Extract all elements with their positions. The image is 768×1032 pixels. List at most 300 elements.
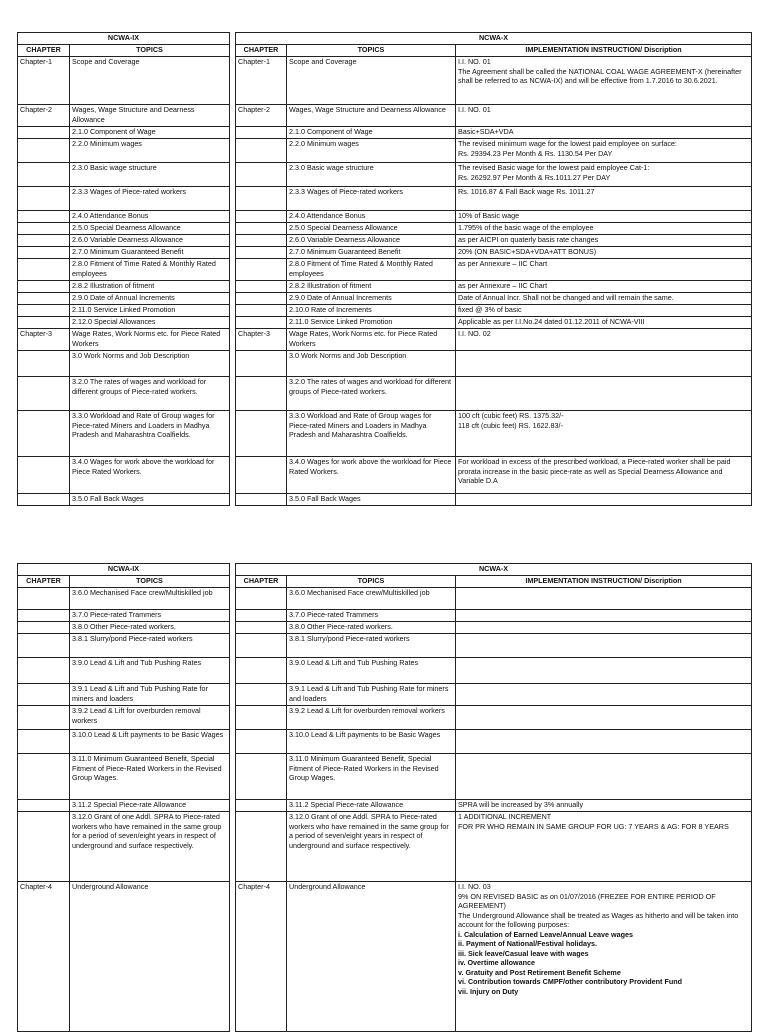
instruction-cell xyxy=(456,223,752,235)
topic-text-left: 3.8.1 Slurry/pond Piece-rated workers xyxy=(72,634,193,643)
table-row xyxy=(18,235,752,247)
topic-cell-right xyxy=(287,223,456,235)
topic-text-right: 3.8.0 Other Piece-rated workers. xyxy=(289,622,393,631)
chapter-cell-right xyxy=(236,127,287,139)
topic-cell-right xyxy=(287,351,456,377)
topic-cell-left xyxy=(70,411,230,457)
topic-cell-left xyxy=(70,247,230,259)
group-label-right: NCWA-X xyxy=(236,564,752,576)
topic-cell-right xyxy=(287,610,456,622)
topic-cell-right xyxy=(287,163,456,187)
chapter-cell-right xyxy=(236,754,287,800)
topic-cell-left xyxy=(70,259,230,281)
topic-text-right: Wage Rates, Work Norms etc. for Piece Rated Workers xyxy=(289,329,438,348)
topic-text-right: 3.9.2 Lead & Lift for overburden removal workers xyxy=(289,706,445,715)
topic-cell-right xyxy=(287,634,456,658)
topic-text-left: 2.8.0 Fitment of Time Rated & Monthly Rated employees xyxy=(72,259,216,278)
instruction-cell xyxy=(456,235,752,247)
topic-text-left: 3.2.0 The rates of wages and workload for different groups of Piece-rated workers. xyxy=(72,377,207,396)
topic-cell-left xyxy=(70,754,230,800)
instruction-cell xyxy=(456,706,752,730)
chapter-text-left: Chapter-3 xyxy=(20,329,52,338)
topic-text-left: 3.9.1 Lead & Lift and Tub Pushing Rate for miners and loaders xyxy=(72,684,208,703)
instruction-text: as per AICPI on quaterly basis rate changes xyxy=(458,235,599,244)
instruction-cell xyxy=(456,411,752,457)
instruction-cell xyxy=(456,800,752,812)
topic-cell-left xyxy=(70,351,230,377)
header-topics-left: TOPICS xyxy=(70,45,230,57)
topic-text-right: 2.3.3 Wages of Piece-rated workers xyxy=(289,187,403,196)
chapter-cell-left xyxy=(18,247,70,259)
table-row xyxy=(18,730,752,754)
topic-text-right: 2.9.0 Date of Annual Increments xyxy=(289,293,392,302)
instruction-text: Date of Annual Incr. Shall not be changed and will remain the same. xyxy=(458,293,674,302)
topic-cell-left xyxy=(70,730,230,754)
table-row xyxy=(18,351,752,377)
topic-text-right: 2.3.0 Basic wage structure xyxy=(289,163,374,172)
topic-cell-left xyxy=(70,317,230,329)
topic-cell-left xyxy=(70,622,230,634)
chapter-cell-left xyxy=(18,163,70,187)
chapter-cell-right xyxy=(236,317,287,329)
topic-text-right: Underground Allowance xyxy=(289,882,366,891)
chapter-text-left: Chapter-4 xyxy=(20,882,52,891)
topic-cell-right xyxy=(287,800,456,812)
chapter-cell-left xyxy=(18,634,70,658)
header-topics-right: TOPICS xyxy=(287,576,456,588)
topic-text-left: 3.11.0 Minimum Guaranteed Benefit, Special Fitment of Piece-Rated Workers in the Revised Group Wages. xyxy=(72,754,222,782)
table-row xyxy=(18,622,752,634)
topic-cell-right xyxy=(287,247,456,259)
group-label-right: NCWA-X xyxy=(236,33,752,45)
column-header-row xyxy=(18,576,752,588)
table-row xyxy=(18,658,752,684)
chapter-cell-left xyxy=(18,329,70,351)
topic-text-left: 3.5.0 Fall Back Wages xyxy=(72,494,144,503)
instruction-text: For workload in excess of the prescribed workload, a Piece-rated worker shall be paid prorata increase in the basic piece-rate as well as Special Dearness Allowance and Variable D.A xyxy=(458,457,731,485)
topic-cell-right xyxy=(287,684,456,706)
topic-text-left: 2.3.0 Basic wage structure xyxy=(72,163,157,172)
topic-cell-right xyxy=(287,754,456,800)
chapter-cell-right xyxy=(236,457,287,494)
topic-text-left: 3.7.0 Piece-rated Trammers xyxy=(72,610,162,619)
header-instruction: IMPLEMENTATION INSTRUCTION/ Discription xyxy=(456,576,752,588)
chapter-cell-left xyxy=(18,305,70,317)
header-chapter-right: CHAPTER xyxy=(236,576,287,588)
topic-text-right: Scope and Coverage xyxy=(289,57,357,66)
topic-text-left: Scope and Coverage xyxy=(72,57,140,66)
topic-text-right: 3.9.0 Lead & Lift and Tub Pushing Rates xyxy=(289,658,419,667)
topic-text-right: 2.6.0 Variable Dearness Allowance xyxy=(289,235,400,244)
chapter-cell-left xyxy=(18,812,70,882)
instruction-text: Rs. 1016.87 & Fall Back wage Rs. 1011.27 xyxy=(458,187,595,196)
topic-cell-left xyxy=(70,223,230,235)
table-row xyxy=(18,812,752,882)
wage-comparison-table-1 xyxy=(17,32,752,506)
instruction-cell xyxy=(456,127,752,139)
chapter-cell-left xyxy=(18,706,70,730)
instruction-text: I.I. NO. 03 9% ON REVISED BASIC as on 01/07/2016 (FREZEE FOR ENTIRE PERIOD OF AGREEMENT) The Underground Allowance shall be treated as Wages as hitherto and will be taken into account for the following purposes: xyxy=(458,882,739,929)
topic-cell-left xyxy=(70,281,230,293)
table-row xyxy=(18,457,752,494)
instruction-cell xyxy=(456,494,752,506)
instruction-cell xyxy=(456,812,752,882)
chapter-cell-right xyxy=(236,610,287,622)
chapter-cell-right xyxy=(236,139,287,163)
topic-cell-left xyxy=(70,706,230,730)
instruction-cell xyxy=(456,305,752,317)
instruction-cell xyxy=(456,317,752,329)
group-header-row xyxy=(18,564,752,576)
topic-text-left: 2.4.0 Attendance Bonus xyxy=(72,211,149,220)
topic-text-right: 3.4.0 Wages for work above the workload for Piece Rated Workers. xyxy=(289,457,452,476)
topic-cell-right xyxy=(287,259,456,281)
topic-cell-left xyxy=(70,882,230,1032)
table-row xyxy=(18,223,752,235)
chapter-cell-right xyxy=(236,247,287,259)
instruction-text: I.I. NO. 02 xyxy=(458,329,491,338)
topic-cell-right xyxy=(287,329,456,351)
topic-text-left: 3.12.0 Grant of one Addl. SPRA to Piece-rated workers who have remained in the same group for a period of seven/eight years in respect of underground and surface respectively. xyxy=(72,812,222,850)
chapter-cell-left xyxy=(18,457,70,494)
topic-text-left: 3.9.2 Lead & Lift for overburden removal workers xyxy=(72,706,201,725)
group-header-row xyxy=(18,33,752,45)
topic-text-left: 2.6.0 Variable Dearness Allowance xyxy=(72,235,183,244)
instruction-cell xyxy=(456,377,752,411)
topic-cell-left xyxy=(70,163,230,187)
topic-text-left: 3.8.0 Other Piece-rated workers. xyxy=(72,622,176,631)
chapter-cell-right xyxy=(236,658,287,684)
table-body xyxy=(18,33,752,506)
topic-cell-left xyxy=(70,57,230,105)
topic-cell-left xyxy=(70,105,230,127)
chapter-cell-left xyxy=(18,259,70,281)
table-row xyxy=(18,329,752,351)
topic-cell-left xyxy=(70,187,230,211)
instruction-text: 1.795% of the basic wage of the employee xyxy=(458,223,594,232)
table-body xyxy=(18,564,752,1032)
chapter-cell-right xyxy=(236,730,287,754)
topic-text-right: 2.4.0 Attendance Bonus xyxy=(289,211,366,220)
topic-cell-right xyxy=(287,211,456,223)
chapter-cell-left xyxy=(18,235,70,247)
instruction-text: Applicable as per I.I.No.24 dated 01.12.2011 of NCWA-VIII xyxy=(458,317,645,326)
chapter-cell-right xyxy=(236,211,287,223)
table-row xyxy=(18,305,752,317)
instruction-cell xyxy=(456,187,752,211)
chapter-cell-left xyxy=(18,351,70,377)
topic-text-right: 3.10.0 Lead & Lift payments to be Basic Wages xyxy=(289,730,441,739)
topic-cell-left xyxy=(70,588,230,610)
topic-text-right: 3.3.0 Workload and Rate of Group wages for Piece-rated Miners and Loaders in Madhya Pradesh and Maharashtra Coalfields. xyxy=(289,411,432,439)
topic-text-left: 2.7.0 Minimum Guaranteed Benefit xyxy=(72,247,184,256)
table-row xyxy=(18,684,752,706)
instruction-cell xyxy=(456,351,752,377)
chapter-cell-right xyxy=(236,187,287,211)
table-row xyxy=(18,247,752,259)
instruction-cell xyxy=(456,105,752,127)
topic-text-left: Underground Allowance xyxy=(72,882,149,891)
table-row xyxy=(18,187,752,211)
topic-cell-right xyxy=(287,105,456,127)
instruction-text: 1 ADDITIONAL INCREMENT FOR PR WHO REMAIN IN SAME GROUP FOR UG: 7 YEARS & AG: FOR 8 YEARS xyxy=(458,812,729,831)
chapter-cell-right xyxy=(236,411,287,457)
instruction-text: 100 cft (cubic feet) RS. 1375.32/- 118 cft (cubic feet) RS. 1622.83/- xyxy=(458,411,564,430)
topic-cell-right xyxy=(287,235,456,247)
topic-text-left: 3.10.0 Lead & Lift payments to be Basic Wages xyxy=(72,730,224,739)
topic-cell-right xyxy=(287,293,456,305)
chapter-cell-right xyxy=(236,882,287,1032)
topic-cell-right xyxy=(287,377,456,411)
chapter-cell-right xyxy=(236,281,287,293)
chapter-cell-right xyxy=(236,494,287,506)
chapter-cell-right xyxy=(236,235,287,247)
topic-text-right: 2.1.0 Component of Wage xyxy=(289,127,373,136)
chapter-cell-left xyxy=(18,293,70,305)
topic-cell-left xyxy=(70,494,230,506)
header-chapter-left: CHAPTER xyxy=(18,576,70,588)
chapter-cell-left xyxy=(18,211,70,223)
topic-cell-right xyxy=(287,882,456,1032)
instruction-cell xyxy=(456,730,752,754)
topic-text-right: 3.7.0 Piece-rated Trammers xyxy=(289,610,379,619)
instruction-cell xyxy=(456,457,752,494)
table-row xyxy=(18,634,752,658)
topic-text-left: 2.11.0 Service Linked Promotion xyxy=(72,305,176,314)
chapter-cell-left xyxy=(18,281,70,293)
topic-cell-right xyxy=(287,281,456,293)
instruction-cell xyxy=(456,247,752,259)
chapter-cell-left xyxy=(18,882,70,1032)
topic-cell-right xyxy=(287,588,456,610)
chapter-cell-right xyxy=(236,223,287,235)
group-label-left: NCWA-IX xyxy=(18,33,230,45)
topic-cell-right xyxy=(287,812,456,882)
table-row xyxy=(18,317,752,329)
chapter-text-right: Chapter-2 xyxy=(238,105,270,114)
topic-text-left: Wages, Wage Structure and Dearness Allowance xyxy=(72,105,195,124)
topic-text-right: 3.12.0 Grant of one Addl. SPRA to Piece-rated workers who have remained in the same group for a period of seven/eight years in respect of underground and surface respectively. xyxy=(289,812,449,850)
topic-text-left: 2.3.3 Wages of Piece-rated workers xyxy=(72,187,186,196)
instruction-cell xyxy=(456,588,752,610)
instruction-cell xyxy=(456,281,752,293)
chapter-text-left: Chapter-2 xyxy=(20,105,52,114)
instruction-text: The revised Basic wage for the lowest paid employee Cat-1: Rs. 26292.97 Per Month & Rs.1011.27 Per DAY xyxy=(458,163,650,182)
chapter-cell-right xyxy=(236,329,287,351)
instruction-cell xyxy=(456,754,752,800)
chapter-cell-right xyxy=(236,305,287,317)
instruction-text: The revised minimum wage for the lowest paid employee on surface: Rs. 29394.23 Per Month & Rs. 1130.54 Per DAY xyxy=(458,139,677,158)
instruction-cell xyxy=(456,329,752,351)
header-chapter-left: CHAPTER xyxy=(18,45,70,57)
chapter-cell-left xyxy=(18,610,70,622)
topic-text-left: 2.1.0 Component of Wage xyxy=(72,127,156,136)
table-row xyxy=(18,259,752,281)
instruction-cell xyxy=(456,658,752,684)
chapter-cell-left xyxy=(18,317,70,329)
topic-cell-right xyxy=(287,57,456,105)
topic-cell-left xyxy=(70,127,230,139)
topic-cell-right xyxy=(287,706,456,730)
instruction-cell xyxy=(456,163,752,187)
table-row xyxy=(18,293,752,305)
chapter-cell-left xyxy=(18,127,70,139)
topic-cell-left xyxy=(70,139,230,163)
topic-text-right: 3.8.1 Slurry/pond Piece-rated workers xyxy=(289,634,410,643)
table-row xyxy=(18,754,752,800)
chapter-cell-left xyxy=(18,105,70,127)
chapter-cell-left xyxy=(18,187,70,211)
topic-text-right: 3.11.0 Minimum Guaranteed Benefit, Special Fitment of Piece-Rated Workers in the Revised Group Wages. xyxy=(289,754,439,782)
topic-text-right: 3.2.0 The rates of wages and workload for different groups of Piece-rated workers. xyxy=(289,377,451,396)
instruction-text: fixed @ 3% of basic xyxy=(458,305,522,314)
topic-text-left: 3.4.0 Wages for work above the workload for Piece Rated Workers. xyxy=(72,457,215,476)
chapter-cell-left xyxy=(18,622,70,634)
header-topics-left: TOPICS xyxy=(70,576,230,588)
topic-cell-left xyxy=(70,457,230,494)
chapter-cell-left xyxy=(18,223,70,235)
chapter-cell-right xyxy=(236,684,287,706)
chapter-text-right: Chapter-4 xyxy=(238,882,270,891)
instruction-cell xyxy=(456,293,752,305)
header-topics-right: TOPICS xyxy=(287,45,456,57)
instruction-cell xyxy=(456,634,752,658)
table-row xyxy=(18,105,752,127)
topic-text-right: 2.5.0 Special Dearness Allowance xyxy=(289,223,398,232)
chapter-cell-left xyxy=(18,684,70,706)
topic-text-right: 2.8.0 Fitment of Time Rated & Monthly Rated employees xyxy=(289,259,433,278)
table-row xyxy=(18,494,752,506)
instruction-cell xyxy=(456,622,752,634)
topic-text-right: 3.11.2 Special Piece-rate Allowance xyxy=(289,800,404,809)
instruction-text: as per Annexure – IIC Chart xyxy=(458,259,548,268)
topic-text-left: 3.11.2 Special Piece-rate Allowance xyxy=(72,800,187,809)
column-header-row xyxy=(18,45,752,57)
table-row xyxy=(18,800,752,812)
table-row xyxy=(18,127,752,139)
table-row xyxy=(18,588,752,610)
chapter-cell-right xyxy=(236,57,287,105)
instruction-cell xyxy=(456,684,752,706)
instruction-text: I.I. NO. 01 xyxy=(458,105,491,114)
table-row xyxy=(18,211,752,223)
topic-cell-left xyxy=(70,658,230,684)
topic-cell-left xyxy=(70,305,230,317)
topic-cell-right xyxy=(287,622,456,634)
instruction-cell xyxy=(456,139,752,163)
chapter-cell-left xyxy=(18,139,70,163)
topic-text-right: 2.11.0 Service Linked Promotion xyxy=(289,317,393,326)
topic-cell-right xyxy=(287,127,456,139)
instruction-text: 10% of Basic wage xyxy=(458,211,520,220)
chapter-cell-left xyxy=(18,588,70,610)
table-row xyxy=(18,706,752,730)
topic-cell-right xyxy=(287,658,456,684)
chapter-cell-left xyxy=(18,411,70,457)
chapter-cell-left xyxy=(18,494,70,506)
chapter-text-right: Chapter-1 xyxy=(238,57,270,66)
instruction-cell xyxy=(456,882,752,1032)
topic-cell-right xyxy=(287,730,456,754)
chapter-cell-left xyxy=(18,754,70,800)
topic-cell-right xyxy=(287,187,456,211)
topic-text-right: 3.0 Work Norms and Job Description xyxy=(289,351,407,360)
header-instruction: IMPLEMENTATION INSTRUCTION/ Discription xyxy=(456,45,752,57)
table-row xyxy=(18,882,752,1032)
topic-text-right: 2.10.0 Rate of Increments xyxy=(289,305,372,314)
topic-cell-right xyxy=(287,317,456,329)
wage-comparison-table-2 xyxy=(17,563,752,1032)
topic-cell-right xyxy=(287,494,456,506)
topic-cell-left xyxy=(70,329,230,351)
instruction-cell xyxy=(456,610,752,622)
topic-text-left: 3.6.0 Mechanised Face crew/Multiskilled job xyxy=(72,588,213,597)
chapter-text-right: Chapter-3 xyxy=(238,329,270,338)
topic-cell-left xyxy=(70,800,230,812)
instruction-text: Basic+SDA+VDA xyxy=(458,127,514,136)
chapter-cell-left xyxy=(18,730,70,754)
instruction-cell xyxy=(456,57,752,105)
topic-text-right: 2.2.0 Minimum wages xyxy=(289,139,359,148)
topic-text-right: 3.9.1 Lead & Lift and Tub Pushing Rate for miners and loaders xyxy=(289,684,449,703)
table-row xyxy=(18,610,752,622)
chapter-cell-left xyxy=(18,658,70,684)
topic-cell-left xyxy=(70,684,230,706)
chapter-text-left: Chapter-1 xyxy=(20,57,52,66)
chapter-cell-right xyxy=(236,377,287,411)
instruction-bold-list: i. Calculation of Earned Leave/Annual Leave wages ii. Payment of National/Festival holidays. iii. Sick leave/Casual leave with wages iv. Overtime allowance v. Gratuity and Post Retirement Benefit Scheme vi. Contribution towards CMPF/other contributory Provident Fund vii. Injury on Duty xyxy=(458,929,683,996)
topic-cell-left xyxy=(70,634,230,658)
table-row xyxy=(18,411,752,457)
chapter-cell-right xyxy=(236,812,287,882)
topic-text-left: 3.9.0 Lead & Lift and Tub Pushing Rates xyxy=(72,658,202,667)
topic-text-left: 2.9.0 Date of Annual Increments xyxy=(72,293,175,302)
topic-cell-left xyxy=(70,610,230,622)
chapter-cell-right xyxy=(236,588,287,610)
topic-cell-left xyxy=(70,235,230,247)
instruction-cell xyxy=(456,211,752,223)
topic-cell-left xyxy=(70,377,230,411)
table-row xyxy=(18,139,752,163)
topic-text-left: 3.3.0 Workload and Rate of Group wages for Piece-rated Miners and Loaders in Madhya Pradesh and Maharashtra Coalfields. xyxy=(72,411,215,439)
table-row xyxy=(18,163,752,187)
chapter-cell-right xyxy=(236,622,287,634)
topic-text-right: 2.7.0 Minimum Guaranteed Benefit xyxy=(289,247,401,256)
chapter-cell-right xyxy=(236,351,287,377)
chapter-cell-left xyxy=(18,800,70,812)
topic-cell-left xyxy=(70,211,230,223)
header-chapter-right: CHAPTER xyxy=(236,45,287,57)
chapter-cell-right xyxy=(236,259,287,281)
instruction-text: SPRA will be increased by 3% annually xyxy=(458,800,584,809)
table-row xyxy=(18,281,752,293)
chapter-cell-right xyxy=(236,293,287,305)
topic-cell-left xyxy=(70,812,230,882)
chapter-cell-right xyxy=(236,634,287,658)
instruction-text: as per Annexure – IIC Chart xyxy=(458,281,548,290)
topic-text-left: 2.2.0 Minimum wages xyxy=(72,139,142,148)
chapter-cell-right xyxy=(236,800,287,812)
topic-text-right: 2.8.2 Illustration of fitment xyxy=(289,281,372,290)
chapter-cell-left xyxy=(18,57,70,105)
topic-text-right: Wages, Wage Structure and Dearness Allowance xyxy=(289,105,446,114)
topic-text-right: 3.6.0 Mechanised Face crew/Multiskilled job xyxy=(289,588,430,597)
topic-text-left: 3.0 Work Norms and Job Description xyxy=(72,351,190,360)
topic-cell-right xyxy=(287,411,456,457)
topic-text-left: 2.5.0 Special Dearness Allowance xyxy=(72,223,181,232)
topic-text-right: 3.5.0 Fall Back Wages xyxy=(289,494,361,503)
table-row xyxy=(18,377,752,411)
